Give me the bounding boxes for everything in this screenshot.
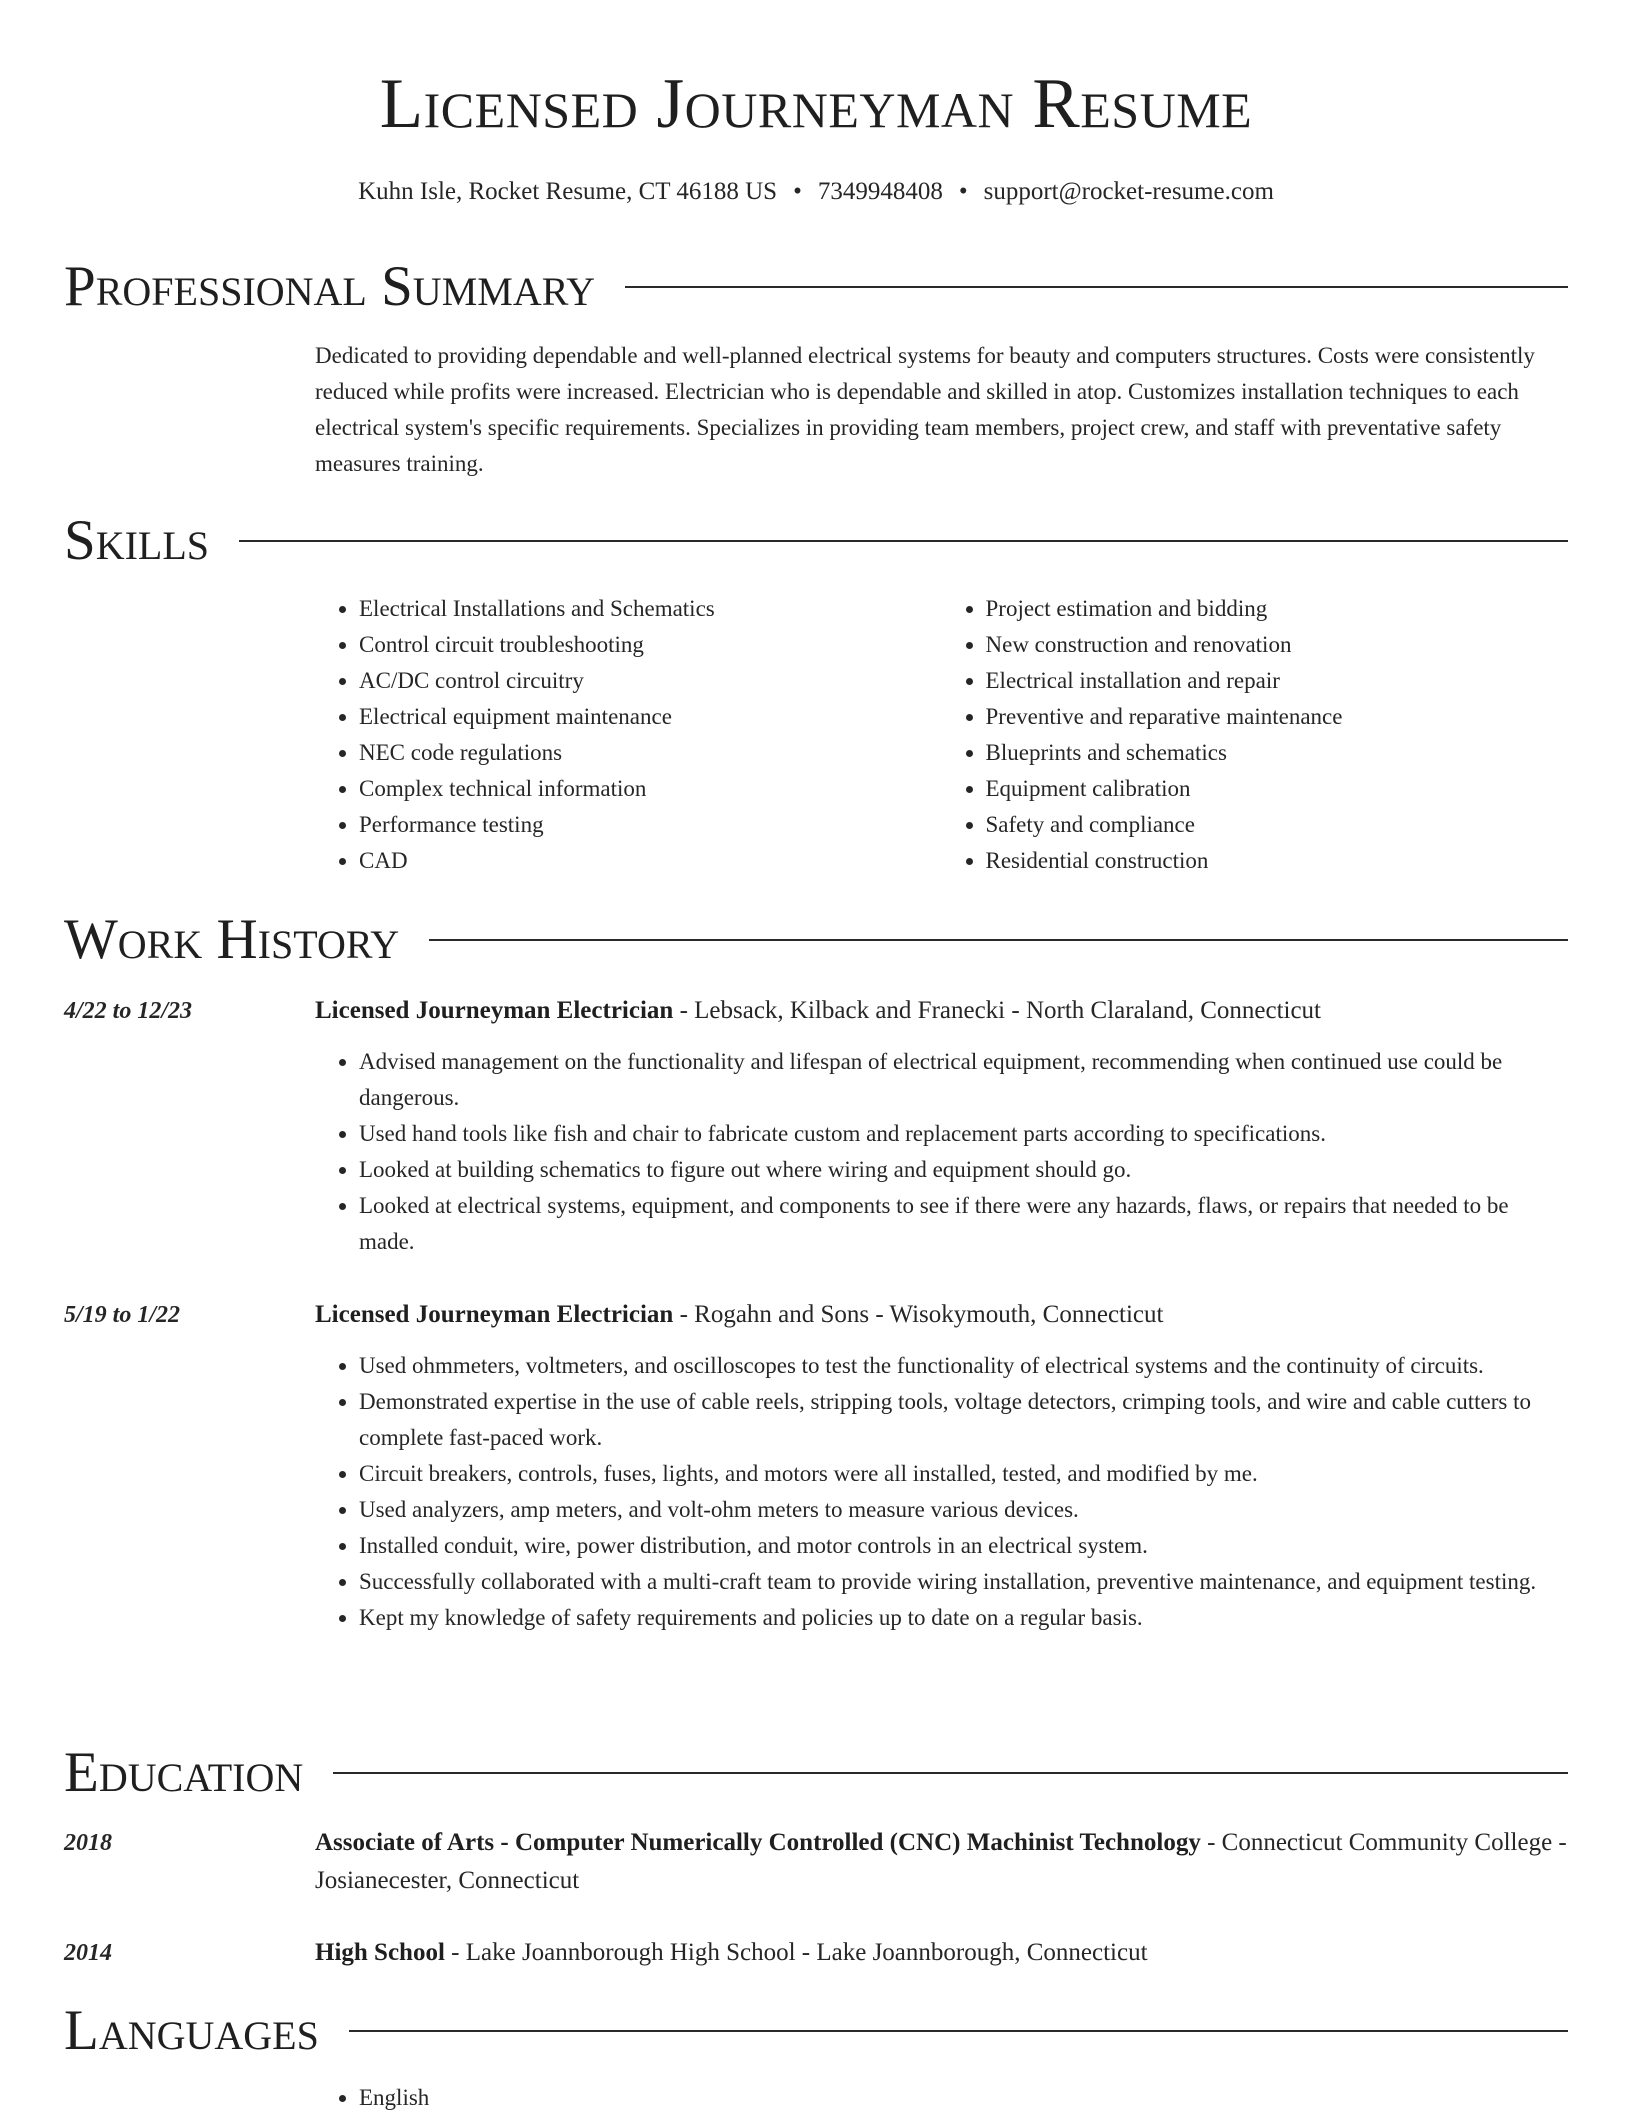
job-bullet: • Looked at building schematics to figure out where wiring and equipment should go. bbox=[359, 1152, 1568, 1188]
skills-list-right bbox=[942, 591, 1569, 879]
skills-list-left bbox=[315, 591, 942, 879]
contact-phone: 7349948408 bbox=[817, 178, 943, 205]
education-entry bbox=[315, 1824, 1568, 1900]
job-heading bbox=[315, 992, 1568, 1030]
skill-item: • Performance testing bbox=[359, 807, 942, 843]
skill-item: • Complex technical information bbox=[359, 771, 942, 807]
summary-block bbox=[315, 338, 1568, 482]
summary-text: Dedicated to providing dependable and well-planned electrical systems for beauty and computers structures. Costs were consistently reduced while profits were increased. Electrician who is dependable and skilled in atop. Customizes installation techniques to each electrical system's specific requirements. Specializes in providing team members, project crew, and staff with preventative safety measures training. bbox=[315, 343, 1535, 476]
section-rule bbox=[333, 1772, 1568, 1774]
education-details: - Connecticut Community College - Josianecester, Connecticut bbox=[315, 1829, 1567, 1894]
language-item: • English bbox=[359, 2080, 1568, 2116]
education-entry bbox=[315, 1934, 1568, 1972]
job-details: - Rogahn and Sons - Wisokymouth, Connecticut bbox=[673, 1301, 1164, 1328]
skill-item: • Electrical installation and repair bbox=[986, 663, 1569, 699]
job-bullet: • Used analyzers, amp meters, and volt-ohm meters to measure various devices. bbox=[359, 1492, 1568, 1528]
skill-item: • Electrical equipment maintenance bbox=[359, 699, 942, 735]
skills-block bbox=[315, 591, 1568, 879]
section-rule bbox=[349, 2030, 1568, 2032]
section-title-summary: Professional Summary bbox=[64, 255, 596, 318]
education-degree: Associate of Arts - Computer Numerically Controlled (CNC) Machinist Technology bbox=[315, 1829, 1201, 1856]
education-year: 2014 bbox=[64, 1940, 112, 1966]
job-bullet: • Demonstrated expertise in the use of cable reels, stripping tools, voltage detectors, crimping tools, and wire and cable cutters to complete fast-paced work. bbox=[359, 1384, 1568, 1456]
job-details: - Lebsack, Kilback and Franecki - North Claraland, Connecticut bbox=[673, 997, 1322, 1024]
job-entry bbox=[315, 992, 1568, 1260]
section-rule bbox=[239, 540, 1568, 542]
skill-item: • Equipment calibration bbox=[986, 771, 1569, 807]
skill-item: • Control circuit troubleshooting bbox=[359, 627, 942, 663]
section-rule bbox=[429, 939, 1568, 941]
job-entry bbox=[315, 1296, 1568, 1636]
section-title-skills: Skills bbox=[64, 509, 210, 572]
job-bullet: • Successfully collaborated with a multi-craft team to provide wiring installation, preventive maintenance, and equipment testing. bbox=[359, 1564, 1568, 1600]
contact-separator: • bbox=[793, 178, 802, 205]
job-bullet: • Used hand tools like fish and chair to fabricate custom and replacement parts according to specifications. bbox=[359, 1116, 1568, 1152]
job-title: Licensed Journeyman Electrician bbox=[315, 1301, 674, 1328]
languages-block bbox=[315, 2080, 1568, 2116]
skill-item: • New construction and renovation bbox=[986, 627, 1569, 663]
education-year: 2018 bbox=[64, 1830, 112, 1856]
job-dates: 5/19 to 1/22 bbox=[64, 1302, 181, 1328]
section-header-summary bbox=[64, 252, 1568, 322]
skill-item: • Blueprints and schematics bbox=[986, 735, 1569, 771]
section-header-skills bbox=[64, 506, 1568, 576]
skill-item: • CAD bbox=[359, 843, 942, 879]
job-bullet: • Used ohmmeters, voltmeters, and oscilloscopes to test the functionality of electrical systems and the continuity of circuits. bbox=[359, 1348, 1568, 1384]
section-header-work bbox=[64, 905, 1568, 975]
job-title: Licensed Journeyman Electrician bbox=[315, 997, 674, 1024]
job-dates: 4/22 to 12/23 bbox=[64, 998, 193, 1024]
job-bullet: • Circuit breakers, controls, fuses, lights, and motors were all installed, tested, and modified by me. bbox=[359, 1456, 1568, 1492]
section-header-education bbox=[64, 1738, 1568, 1808]
education-details: - Lake Joannborough High School - Lake Joannborough, Connecticut bbox=[444, 1939, 1148, 1966]
section-title-work: Work History bbox=[64, 908, 400, 971]
skill-item: • Project estimation and bidding bbox=[986, 591, 1569, 627]
contact-separator: • bbox=[958, 178, 968, 205]
section-title-education: Education bbox=[64, 1741, 304, 1804]
section-header-languages bbox=[64, 1996, 1568, 2066]
skill-item: • Electrical Installations and Schematics bbox=[359, 591, 942, 627]
section-rule bbox=[625, 286, 1568, 288]
job-bullet: • Advised management on the functionality and lifespan of electrical equipment, recommending when continued use could be dangerous. bbox=[359, 1044, 1568, 1116]
contact-address: Kuhn Isle, Rocket Resume, CT 46188 US bbox=[358, 178, 778, 205]
job-bullet: • Kept my knowledge of safety requirements and policies up to date on a regular basis. bbox=[359, 1600, 1568, 1636]
languages-list bbox=[315, 2080, 1568, 2116]
skill-item: • AC/DC control circuitry bbox=[359, 663, 942, 699]
section-title-languages: Languages bbox=[64, 1999, 319, 2062]
education-degree: High School bbox=[315, 1939, 445, 1966]
job-bullets bbox=[315, 1348, 1568, 1636]
contact-line bbox=[0, 175, 1632, 209]
job-bullet: • Looked at electrical systems, equipment, and components to see if there were any hazards, flaws, or repairs that needed to be made. bbox=[359, 1188, 1568, 1260]
resume-title: Licensed Journeyman Resume bbox=[379, 65, 1253, 143]
contact-email: support@rocket-resume.com bbox=[983, 178, 1274, 205]
job-heading bbox=[315, 1296, 1568, 1334]
skill-item: • Residential construction bbox=[986, 843, 1569, 879]
skill-item: • Safety and compliance bbox=[986, 807, 1569, 843]
job-bullets bbox=[315, 1044, 1568, 1260]
skill-item: • NEC code regulations bbox=[359, 735, 942, 771]
skill-item: • Preventive and reparative maintenance bbox=[986, 699, 1569, 735]
job-bullet: • Installed conduit, wire, power distribution, and motor controls in an electrical system. bbox=[359, 1528, 1568, 1564]
